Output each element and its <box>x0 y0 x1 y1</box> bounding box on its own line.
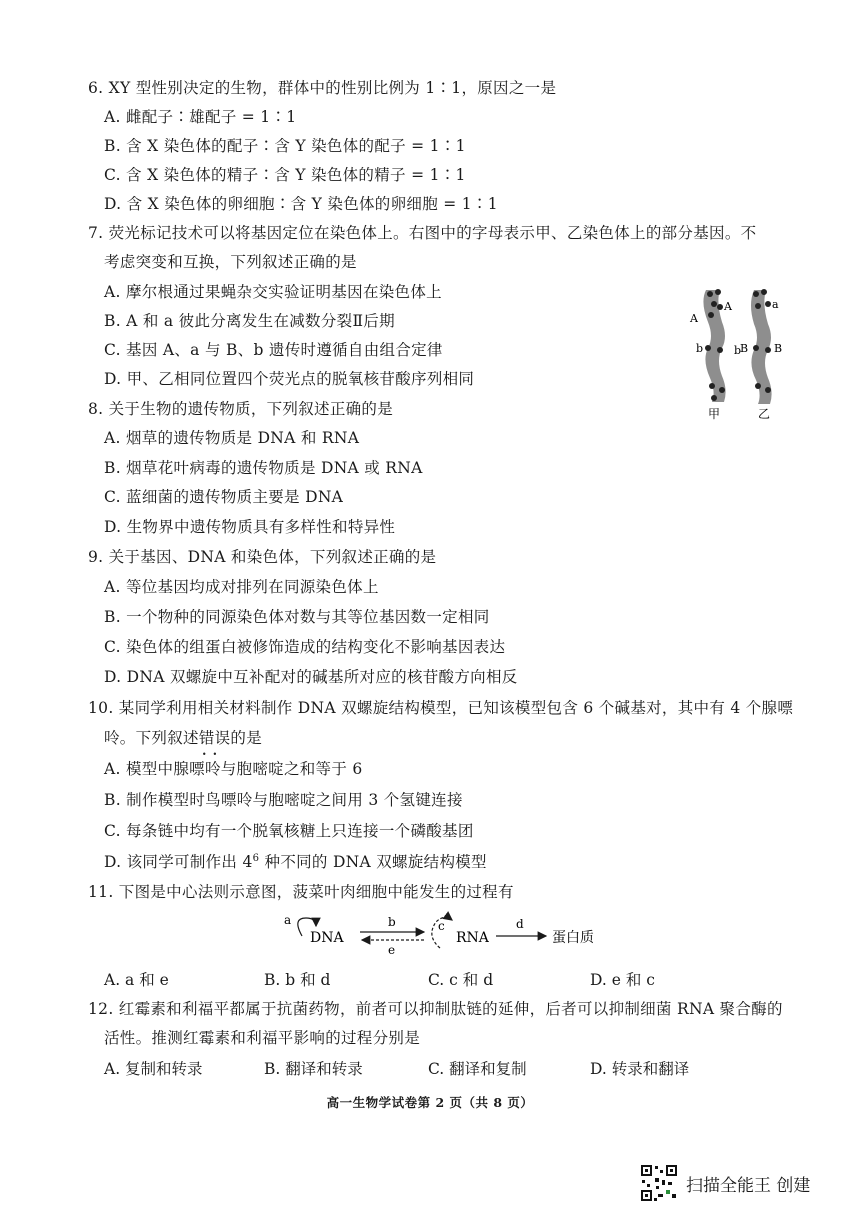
q12-option-c: C. 翻译和复制 <box>428 1060 527 1078</box>
q8-option-c: C. 蓝细菌的遗传物质主要是 DNA <box>104 488 344 506</box>
q11-option-a: A. a 和 e <box>104 971 169 989</box>
q10-option-c: C. 每条链中均有一个脱氧核糖上只连接一个磷酸基团 <box>104 822 474 840</box>
q11-option-b: B. b 和 d <box>264 971 331 989</box>
q7-option-a: A. 摩尔根通过果蝇杂交实验证明基因在染色体上 <box>104 283 442 301</box>
q9-option-c: C. 染色体的组蛋白被修饰造成的结构变化不影响基因表达 <box>104 638 506 656</box>
q8-option-b: B. 烟草花叶病毒的遗传物质是 DNA 或 RNA <box>104 459 423 477</box>
q10-stem-post: 的是 <box>230 729 263 747</box>
q9-option-d: D. DNA 双螺旋中互补配对的碱基所对应的核苷酸方向相反 <box>104 668 518 686</box>
label-b: b <box>388 915 396 929</box>
q10-stem-line2 <box>104 728 262 748</box>
label-a-yi: a <box>772 298 779 311</box>
page-footer: 高一生物学试卷第 2 页（共 8 页） <box>326 1095 534 1110</box>
label-b-jia-left: b <box>696 342 704 355</box>
q8-option-a: A. 烟草的遗传物质是 DNA 和 RNA <box>104 429 360 447</box>
chromosome-yi <box>751 289 772 404</box>
caption-jia: 甲 <box>708 407 721 421</box>
central-dogma-diagram <box>280 908 620 960</box>
label-a: a <box>284 913 292 927</box>
qr-code-icon <box>640 1164 678 1202</box>
chromosome-figure <box>684 282 794 422</box>
q11-option-c: C. c 和 d <box>428 971 494 989</box>
q8-stem: 8. 关于生物的遗传物质，下列叙述正确的是 <box>88 400 394 418</box>
label-c: c <box>438 919 445 933</box>
q10-stem-line1: 10. 某同学利用相关材料制作 DNA 双螺旋结构模型，已知该模型包含 6 个碱基对，其中有 4 个腺嘌 <box>88 699 794 717</box>
chromosome-jia <box>703 289 725 402</box>
q10-option-d-pre: D. 该同学可制作出 4 <box>104 853 253 871</box>
rna-label: RNA <box>456 930 489 946</box>
q10-option-a: A. 模型中腺嘌呤与胞嘧啶之和等于 6 <box>104 760 363 778</box>
q10-option-b: B. 制作模型时鸟嘌呤与胞嘧啶之间用 3 个氢键连接 <box>104 791 463 809</box>
label-d: d <box>516 917 524 931</box>
q12-stem-line1: 12. 红霉素和利福平都属于抗菌药物，前者可以抑制肽链的延伸，后者可以抑制细菌 RNA 聚合酶的 <box>88 1000 783 1018</box>
q10-option-d-exponent: 6 <box>252 852 260 864</box>
label-A-jia-left: A <box>690 312 698 325</box>
label-e: e <box>388 943 396 957</box>
q7-option-d: D. 甲、乙相同位置四个荧光点的脱氧核苷酸序列相同 <box>104 370 475 388</box>
q6-stem: 6. XY 型性别决定的生物，群体中的性别比例为 1∶1，原因之一是 <box>88 79 557 97</box>
q10-emphasis-wrong: 错误 •• <box>199 729 231 747</box>
q12-option-d: D. 转录和翻译 <box>590 1060 690 1078</box>
label-B-yi-left: B <box>740 342 749 355</box>
q12-option-b: B. 翻译和转录 <box>264 1060 363 1078</box>
q6-option-d: D. 含 X 染色体的卵细胞∶含 Y 染色体的卵细胞 = 1∶1 <box>104 195 498 213</box>
label-b-jia-right: b <box>734 344 742 357</box>
q10-option-d-post: 种不同的 DNA 双螺旋结构模型 <box>259 853 487 871</box>
q7-option-b: B. A 和 a 彼此分离发生在减数分裂Ⅱ后期 <box>104 312 395 330</box>
q7-stem-line1: 7. 荧光标记技术可以将基因定位在染色体上。右图中的字母表示甲、乙染色体上的部分基因。不 <box>88 224 757 242</box>
q12-stem-line2: 活性。推测红霉素和利福平影响的过程分别是 <box>104 1029 421 1047</box>
label-B-yi-right: B <box>774 342 783 355</box>
q6-option-c: C. 含 X 染色体的精子∶含 Y 染色体的精子 = 1∶1 <box>104 166 466 184</box>
q6-option-a: A. 雌配子∶雄配子 = 1∶1 <box>104 108 297 126</box>
q11-stem: 11. 下图是中心法则示意图，菠菜叶肉细胞中能发生的过程有 <box>88 883 514 901</box>
q8-option-d: D. 生物界中遗传物质具有多样性和特异性 <box>104 518 396 536</box>
q9-stem: 9. 关于基因、DNA 和染色体，下列叙述正确的是 <box>88 548 437 566</box>
scanner-text: 扫描全能王 创建 <box>686 1175 811 1196</box>
dna-label: DNA <box>310 930 344 946</box>
caption-yi: 乙 <box>758 407 771 421</box>
q7-stem-line2: 考虑突变和互换，下列叙述正确的是 <box>104 253 357 271</box>
q11-option-d: D. e 和 c <box>590 971 655 989</box>
label-A-jia-right: A <box>724 300 732 313</box>
q7-option-c: C. 基因 A、a 与 B、b 遗传时遵循自由组合定律 <box>104 341 443 359</box>
protein-label: 蛋白质 <box>552 930 594 946</box>
scanner-watermark <box>640 1163 810 1203</box>
q10-stem-pre: 呤。下列叙述 <box>104 729 199 747</box>
q9-option-b: B. 一个物种的同源染色体对数与其等位基因数一定相同 <box>104 608 490 626</box>
q12-option-a: A. 复制和转录 <box>104 1060 203 1078</box>
q6-option-b: B. 含 X 染色体的配子∶含 Y 染色体的配子 = 1∶1 <box>104 137 466 155</box>
q9-option-a: A. 等位基因均成对排列在同源染色体上 <box>104 578 379 596</box>
q10-option-d <box>104 852 487 872</box>
